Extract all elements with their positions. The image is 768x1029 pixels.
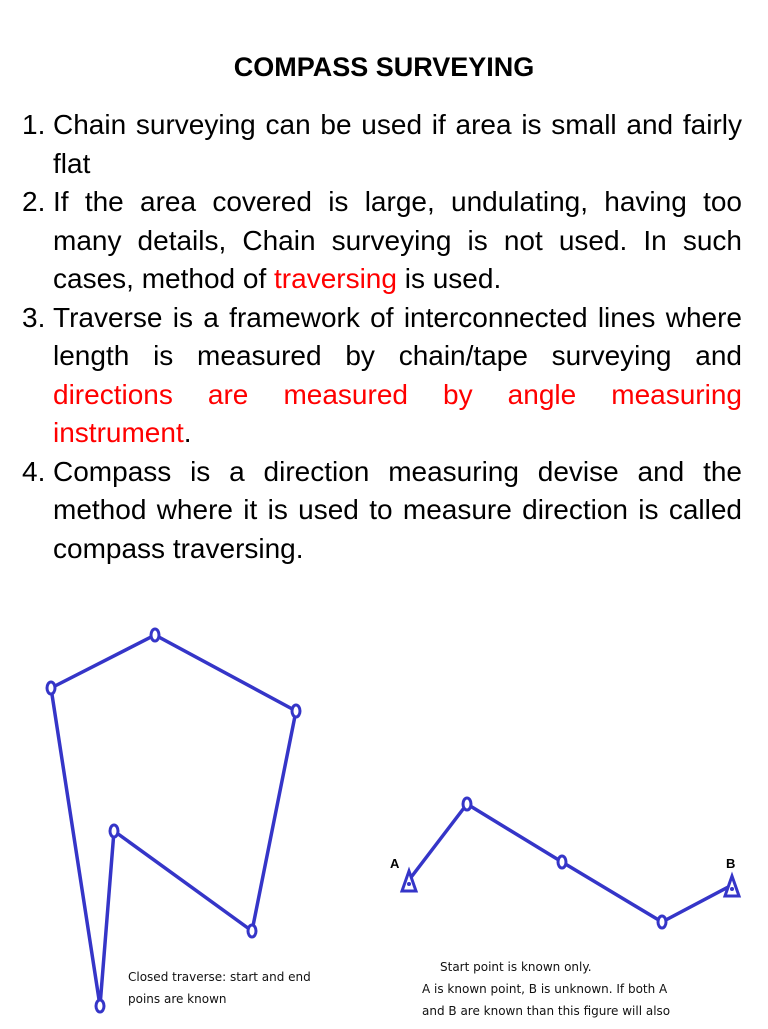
- bullet-text: .: [183, 417, 192, 448]
- traverse-station: [558, 856, 566, 868]
- traverse-figure: [0, 600, 768, 1024]
- traverse-station: [463, 798, 471, 810]
- traverse-station: [248, 925, 256, 937]
- traverse-station: [110, 825, 118, 837]
- open-caption-line: A is known point, B is unknown. If both A: [422, 982, 668, 996]
- open-caption-line: and B are known than this figure will also: [422, 1004, 671, 1018]
- bullet-text: is used.: [396, 263, 502, 294]
- bullet-number: 1.: [22, 109, 46, 140]
- station-b-marker-center: [730, 887, 734, 891]
- bullet-list: [22, 106, 742, 568]
- closed-traverse-line: [51, 635, 296, 1006]
- bullet-item: [22, 453, 742, 569]
- station-a-label: A: [390, 856, 400, 871]
- slide-title: COMPASS SURVEYING: [233, 52, 535, 82]
- bullet-number: 3.: [22, 301, 46, 333]
- station-b-marker: [725, 876, 739, 896]
- closed-caption-line: poins are known: [128, 992, 227, 1006]
- bullet-item: [22, 183, 742, 299]
- closed-caption-line: Closed traverse: start and end: [128, 970, 311, 984]
- station-b-label: B: [726, 856, 736, 871]
- traverse-station: [292, 705, 300, 717]
- traverse-station: [47, 682, 55, 694]
- bullet-item: [22, 106, 742, 183]
- traverse-station: [151, 629, 159, 641]
- highlighted-text: directions are measured by angle measuring instrument: [53, 378, 742, 448]
- bullet-text: Traverse is a framework of interconnected lines where length is measured by chain/tape surveying and: [53, 301, 742, 371]
- closed-traverse-caption: [128, 966, 311, 1010]
- highlighted-text: traversing: [274, 263, 397, 294]
- bullet-text: If the area covered is large, undulating, having too many details, Chain surveying is not used. In such cases, method of: [53, 186, 742, 294]
- bullet-item: [22, 299, 742, 453]
- bullet-text: Chain surveying can be used if area is small and fairly flat: [53, 109, 742, 179]
- open-traverse-caption: [422, 956, 670, 1022]
- bullet-number: 2.: [22, 186, 46, 217]
- traverse-station: [658, 916, 666, 928]
- bullet-text: Compass is a direction measuring devise and the method where it is used to measure direction is called compass traversing.: [53, 455, 742, 564]
- open-traverse-line: [409, 804, 732, 922]
- traverse-station: [96, 1000, 104, 1012]
- bullet-number: 4.: [22, 455, 46, 487]
- station-a-marker-center: [407, 882, 411, 886]
- open-caption-line: Start point is known only.: [440, 960, 592, 974]
